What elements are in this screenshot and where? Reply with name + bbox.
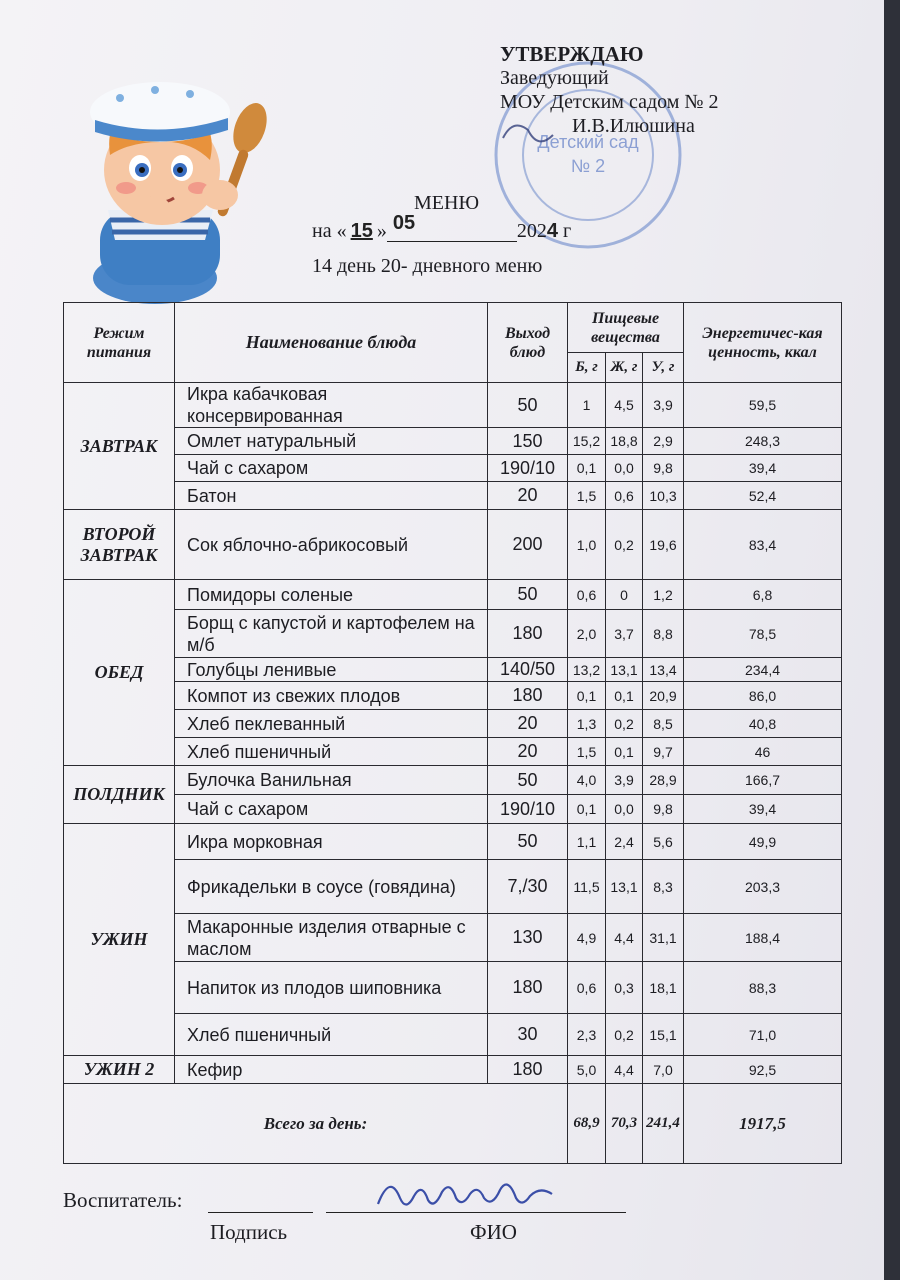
- dish-yield: 50: [488, 580, 568, 610]
- dish-name: Компот из свежих плодов: [175, 682, 488, 710]
- dish-fat: 0,1: [606, 682, 643, 710]
- dish-yield: 190/10: [488, 455, 568, 482]
- dish-yield: 140/50: [488, 658, 568, 682]
- dish-kcal: 88,3: [684, 962, 842, 1014]
- dish-name: Булочка Ванильная: [175, 766, 488, 795]
- meal-name: УЖИН 2: [64, 1056, 175, 1084]
- total-protein: 68,9: [568, 1084, 606, 1164]
- col-fat: Ж, г: [606, 353, 643, 383]
- dish-protein: 0,1: [568, 455, 606, 482]
- dish-kcal: 6,8: [684, 580, 842, 610]
- dish-yield: 20: [488, 738, 568, 766]
- dish-protein: 1,1: [568, 824, 606, 860]
- dish-carbs: 19,6: [643, 510, 684, 580]
- total-row: [64, 1084, 842, 1164]
- dish-name: Макаронные изделия отварные с маслом: [175, 914, 488, 962]
- dish-name: Чай с сахаром: [175, 795, 488, 824]
- total-kcal: 1917,5: [684, 1084, 842, 1164]
- dish-fat: 13,1: [606, 860, 643, 914]
- caption-name: ФИО: [470, 1220, 517, 1244]
- dish-fat: 4,4: [606, 1056, 643, 1084]
- dish-fat: 0,3: [606, 962, 643, 1014]
- dish-kcal: 46: [684, 738, 842, 766]
- dish-protein: 0,6: [568, 962, 606, 1014]
- dish-carbs: 8,8: [643, 610, 684, 658]
- col-energy: Энергетичес-кая ценность, ккал: [684, 303, 842, 383]
- table-row: [64, 682, 842, 710]
- table-row: [64, 1014, 842, 1056]
- dish-carbs: 5,6: [643, 824, 684, 860]
- dish-yield: 50: [488, 383, 568, 428]
- dish-carbs: 18,1: [643, 962, 684, 1014]
- approval-block: [500, 42, 719, 138]
- chef-boy-illustration: [60, 60, 290, 305]
- col-nutrients: Пищевые вещества: [568, 303, 684, 353]
- dish-protein: 1,3: [568, 710, 606, 738]
- col-protein: Б, г: [568, 353, 606, 383]
- table-row: [64, 580, 842, 610]
- table-row: [64, 860, 842, 914]
- date-year-hw: 4: [546, 220, 558, 242]
- dish-kcal: 40,8: [684, 710, 842, 738]
- dish-fat: 0,1: [606, 738, 643, 766]
- dish-protein: 4,0: [568, 766, 606, 795]
- dish-kcal: 92,5: [684, 1056, 842, 1084]
- dish-name: Чай с сахаром: [175, 455, 488, 482]
- meal-name: ВТОРОЙ ЗАВТРАК: [64, 510, 175, 580]
- dish-name: Борщ с капустой и картофелем на м/б: [175, 610, 488, 658]
- dish-fat: 4,5: [606, 383, 643, 428]
- dish-kcal: 203,3: [684, 860, 842, 914]
- meal-name: УЖИН: [64, 824, 175, 1056]
- dish-kcal: 52,4: [684, 482, 842, 510]
- dish-kcal: 83,4: [684, 510, 842, 580]
- dish-protein: 5,0: [568, 1056, 606, 1084]
- dish-protein: 1,0: [568, 510, 606, 580]
- table-row: [64, 383, 842, 428]
- dish-name: Помидоры соленые: [175, 580, 488, 610]
- dish-protein: 1: [568, 383, 606, 428]
- date-day: 15: [350, 220, 373, 242]
- col-meal: Режим питания: [64, 303, 175, 383]
- dish-kcal: 59,5: [684, 383, 842, 428]
- dish-name: Икра морковная: [175, 824, 488, 860]
- dish-protein: 13,2: [568, 658, 606, 682]
- date-year: 202: [516, 220, 547, 242]
- approval-position: Заведующий: [500, 67, 609, 89]
- table-row: [64, 510, 842, 580]
- dish-fat: 2,4: [606, 824, 643, 860]
- date-month: 05: [392, 212, 416, 234]
- dish-name: Хлеб пеклеванный: [175, 710, 488, 738]
- dish-kcal: 39,4: [684, 455, 842, 482]
- dish-kcal: 49,9: [684, 824, 842, 860]
- dish-carbs: 8,5: [643, 710, 684, 738]
- educator-label: Воспитатель:: [63, 1188, 183, 1212]
- table-row: [64, 1056, 842, 1084]
- menu-subtitle: 14 день 20- дневного меню: [312, 255, 543, 277]
- dish-yield: 150: [488, 428, 568, 455]
- dish-fat: 3,9: [606, 766, 643, 795]
- dish-fat: 0,2: [606, 1014, 643, 1056]
- dish-carbs: 1,2: [643, 580, 684, 610]
- col-dish: Наименование блюда: [175, 303, 488, 383]
- dish-carbs: 9,8: [643, 795, 684, 824]
- dish-name: Напиток из плодов шиповника: [175, 962, 488, 1014]
- dish-kcal: 188,4: [684, 914, 842, 962]
- dish-protein: 2,3: [568, 1014, 606, 1056]
- dish-fat: 0,0: [606, 795, 643, 824]
- dish-fat: 0,2: [606, 710, 643, 738]
- approval-name: И.В.Илюшина: [572, 115, 695, 137]
- table-row: [64, 914, 842, 962]
- dish-fat: 0,6: [606, 482, 643, 510]
- dish-protein: 1,5: [568, 738, 606, 766]
- dish-protein: 0,1: [568, 682, 606, 710]
- dish-carbs: 2,9: [643, 428, 684, 455]
- dish-yield: 180: [488, 682, 568, 710]
- dish-name: Хлеб пшеничный: [175, 1014, 488, 1056]
- dish-kcal: 166,7: [684, 766, 842, 795]
- table-row: [64, 610, 842, 658]
- col-yield: Выход блюд: [488, 303, 568, 383]
- dish-carbs: 9,8: [643, 455, 684, 482]
- dish-protein: 2,0: [568, 610, 606, 658]
- dish-yield: 130: [488, 914, 568, 962]
- dish-yield: 190/10: [488, 795, 568, 824]
- dish-protein: 4,9: [568, 914, 606, 962]
- dish-name: Голубцы ленивые: [175, 658, 488, 682]
- table-row: [64, 962, 842, 1014]
- dish-carbs: 10,3: [643, 482, 684, 510]
- date-year-suffix: г: [562, 220, 572, 242]
- dish-kcal: 248,3: [684, 428, 842, 455]
- dish-fat: 0,2: [606, 510, 643, 580]
- dish-carbs: 28,9: [643, 766, 684, 795]
- meal-name: ЗАВТРАК: [64, 383, 175, 510]
- dish-yield: 50: [488, 766, 568, 795]
- table-row: [64, 455, 842, 482]
- dish-yield: 30: [488, 1014, 568, 1056]
- dish-fat: 0: [606, 580, 643, 610]
- table-row: [64, 482, 842, 510]
- table-row: [64, 658, 842, 682]
- dish-kcal: 71,0: [684, 1014, 842, 1056]
- dish-carbs: 7,0: [643, 1056, 684, 1084]
- dish-fat: 3,7: [606, 610, 643, 658]
- dish-protein: 11,5: [568, 860, 606, 914]
- dish-carbs: 3,9: [643, 383, 684, 428]
- dish-name: Батон: [175, 482, 488, 510]
- background-edge: [884, 0, 900, 1280]
- table-row: [64, 766, 842, 795]
- meal-name: ПОЛДНИК: [64, 766, 175, 824]
- dish-fat: 4,4: [606, 914, 643, 962]
- dish-name: Сок яблочно-абрикосовый: [175, 510, 488, 580]
- table-row: [64, 428, 842, 455]
- dish-name: Икра кабачковая консервированная: [175, 383, 488, 428]
- dish-protein: 1,5: [568, 482, 606, 510]
- dish-yield: 180: [488, 1056, 568, 1084]
- menu-title: МЕНЮ: [414, 192, 479, 214]
- dish-yield: 20: [488, 482, 568, 510]
- total-carbs: 241,4: [643, 1084, 684, 1164]
- dish-carbs: 20,9: [643, 682, 684, 710]
- dish-kcal: 39,4: [684, 795, 842, 824]
- approval-org: МОУ Детским садом № 2: [500, 91, 719, 113]
- dish-yield: 7,/30: [488, 860, 568, 914]
- caption-signature: Подпись: [210, 1220, 288, 1244]
- date-prefix: на «: [312, 220, 347, 242]
- dish-kcal: 234,4: [684, 658, 842, 682]
- meal-name: ОБЕД: [64, 580, 175, 766]
- col-carbs: У, г: [643, 353, 684, 383]
- dish-carbs: 13,4: [643, 658, 684, 682]
- dish-carbs: 9,7: [643, 738, 684, 766]
- dish-protein: 15,2: [568, 428, 606, 455]
- approval-title: УТВЕРЖДАЮ: [500, 42, 644, 66]
- total-label: Всего за день:: [64, 1084, 568, 1164]
- dish-yield: 180: [488, 962, 568, 1014]
- table-row: [64, 710, 842, 738]
- signature-line: [208, 1212, 313, 1213]
- dish-yield: 20: [488, 710, 568, 738]
- dish-yield: 180: [488, 610, 568, 658]
- dish-fat: 13,1: [606, 658, 643, 682]
- date-sep: »: [376, 220, 387, 242]
- dish-carbs: 8,3: [643, 860, 684, 914]
- dish-protein: 0,6: [568, 580, 606, 610]
- dish-name: Фрикадельки в соусе (говядина): [175, 860, 488, 914]
- dish-name: Хлеб пшеничный: [175, 738, 488, 766]
- table-row: [64, 795, 842, 824]
- dish-carbs: 15,1: [643, 1014, 684, 1056]
- dish-protein: 0,1: [568, 795, 606, 824]
- dish-yield: 50: [488, 824, 568, 860]
- stamp-text: Детский сад: [537, 132, 639, 152]
- table-row: [64, 738, 842, 766]
- dish-kcal: 78,5: [684, 610, 842, 658]
- dish-fat: 18,8: [606, 428, 643, 455]
- total-fat: 70,3: [606, 1084, 643, 1164]
- table-row: [64, 824, 842, 860]
- stamp-number: № 2: [570, 156, 606, 176]
- dish-kcal: 86,0: [684, 682, 842, 710]
- dish-fat: 0,0: [606, 455, 643, 482]
- dish-name: Омлет натуральный: [175, 428, 488, 455]
- dish-yield: 200: [488, 510, 568, 580]
- menu-table: [63, 302, 842, 1164]
- dish-carbs: 31,1: [643, 914, 684, 962]
- handwritten-signature: [370, 1168, 570, 1216]
- dish-name: Кефир: [175, 1056, 488, 1084]
- menu-date: [312, 212, 572, 244]
